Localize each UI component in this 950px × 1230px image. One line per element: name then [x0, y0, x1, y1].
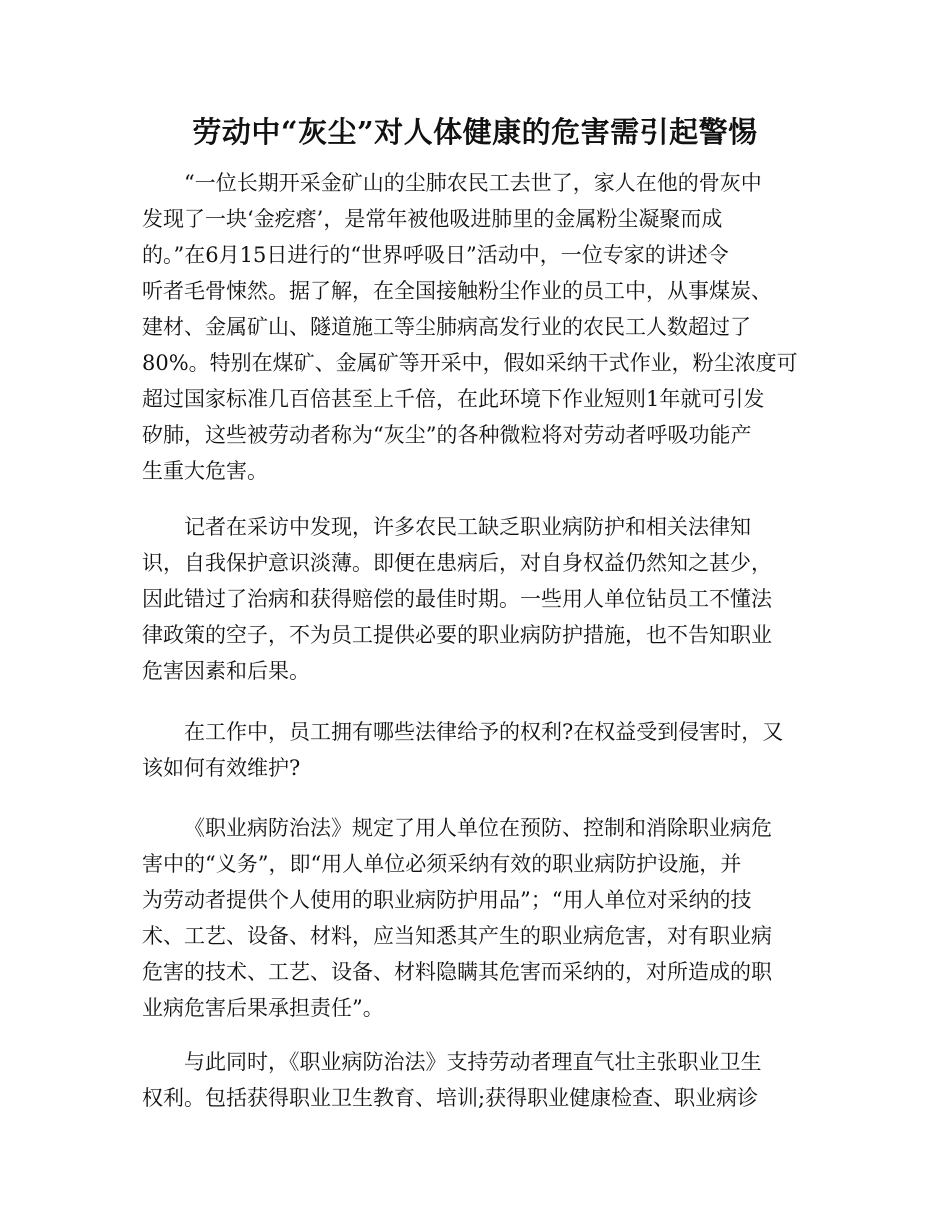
paragraph-line: 律政策的空子，不为员工提供必要的职业病防护措施，也不告知职业 [142, 623, 772, 647]
paragraph-line: 矽肺，这些被劳动者称为“灰尘”的各种微粒将对劳动者呼吸功能产 [142, 423, 752, 447]
paragraph-line: 为劳动者提供个人使用的职业病防护用品”；“用人单位对采纳的技 [142, 888, 752, 912]
paragraph-line: 与此同时，《职业病防治法》支持劳动者理直气壮主张职业卫生 [184, 1050, 762, 1074]
paragraph-line: 超过国家标准几百倍甚至上千倍，在此环境下作业短则1年就可引发 [142, 387, 765, 411]
paragraph-line: 权利。包括获得职业卫生教育、培训;获得职业健康检查、职业病诊 [142, 1086, 759, 1110]
paragraph-line: 害中的“义务”，即“用人单位必须采纳有效的职业病防护设施，并 [142, 852, 742, 876]
paragraph-line: 因此错过了治病和获得赔偿的最佳时期。一些用人单位钻员工不懂法 [142, 587, 772, 611]
paragraph-line: 生重大危害。 [142, 459, 268, 483]
paragraph-line: 业病危害后果承担责任”。 [142, 996, 384, 1020]
document-title: 劳动中“灰尘”对人体健康的危害需引起警惕 [192, 115, 758, 149]
paragraph-line: 建材、金属矿山、隧道施工等尘肺病高发行业的农民工人数超过了 [142, 315, 751, 339]
paragraph-line: 识，自我保护意识淡薄。即便在患病后，对自身权益仍然知之甚少， [142, 551, 772, 575]
paragraph-line: 《职业病防治法》规定了用人单位在预防、控制和消除职业病危 [184, 816, 772, 840]
paragraph-line: 在工作中，员工拥有哪些法律给予的权利?在权益受到侵害时，又 [184, 720, 784, 744]
paragraph-line: 危害的技术、工艺、设备、材料隐瞒其危害而采纳的，对所造成的职 [142, 960, 772, 984]
paragraph-line: 发现了一块‘金疙瘩’，是常年被他吸进肺里的金属粉尘凝聚而成 [142, 207, 723, 231]
paragraph-line: “一位长期开采金矿山的尘肺农民工去世了，家人在他的骨灰中 [184, 171, 762, 195]
paragraph-line: 听者毛骨悚然。据了解，在全国接触粉尘作业的员工中，从事煤炭、 [142, 279, 772, 303]
paragraph-line: 的。”在6月15日进行的“世界呼吸日”活动中，一位专家的讲述令 [142, 243, 729, 267]
paragraph-line: 80%。特别在煤矿、金属矿等开采中，假如采纳干式作业，粉尘浓度可 [142, 351, 798, 375]
paragraph-line: 记者在采访中发现，许多农民工缺乏职业病防护和相关法律知 [184, 515, 751, 539]
paragraph-line: 该如何有效维护? [142, 756, 301, 780]
paragraph-line: 危害因素和后果。 [142, 659, 310, 683]
paragraph-line: 术、工艺、设备、材料，应当知悉其产生的职业病危害，对有职业病 [142, 924, 772, 948]
